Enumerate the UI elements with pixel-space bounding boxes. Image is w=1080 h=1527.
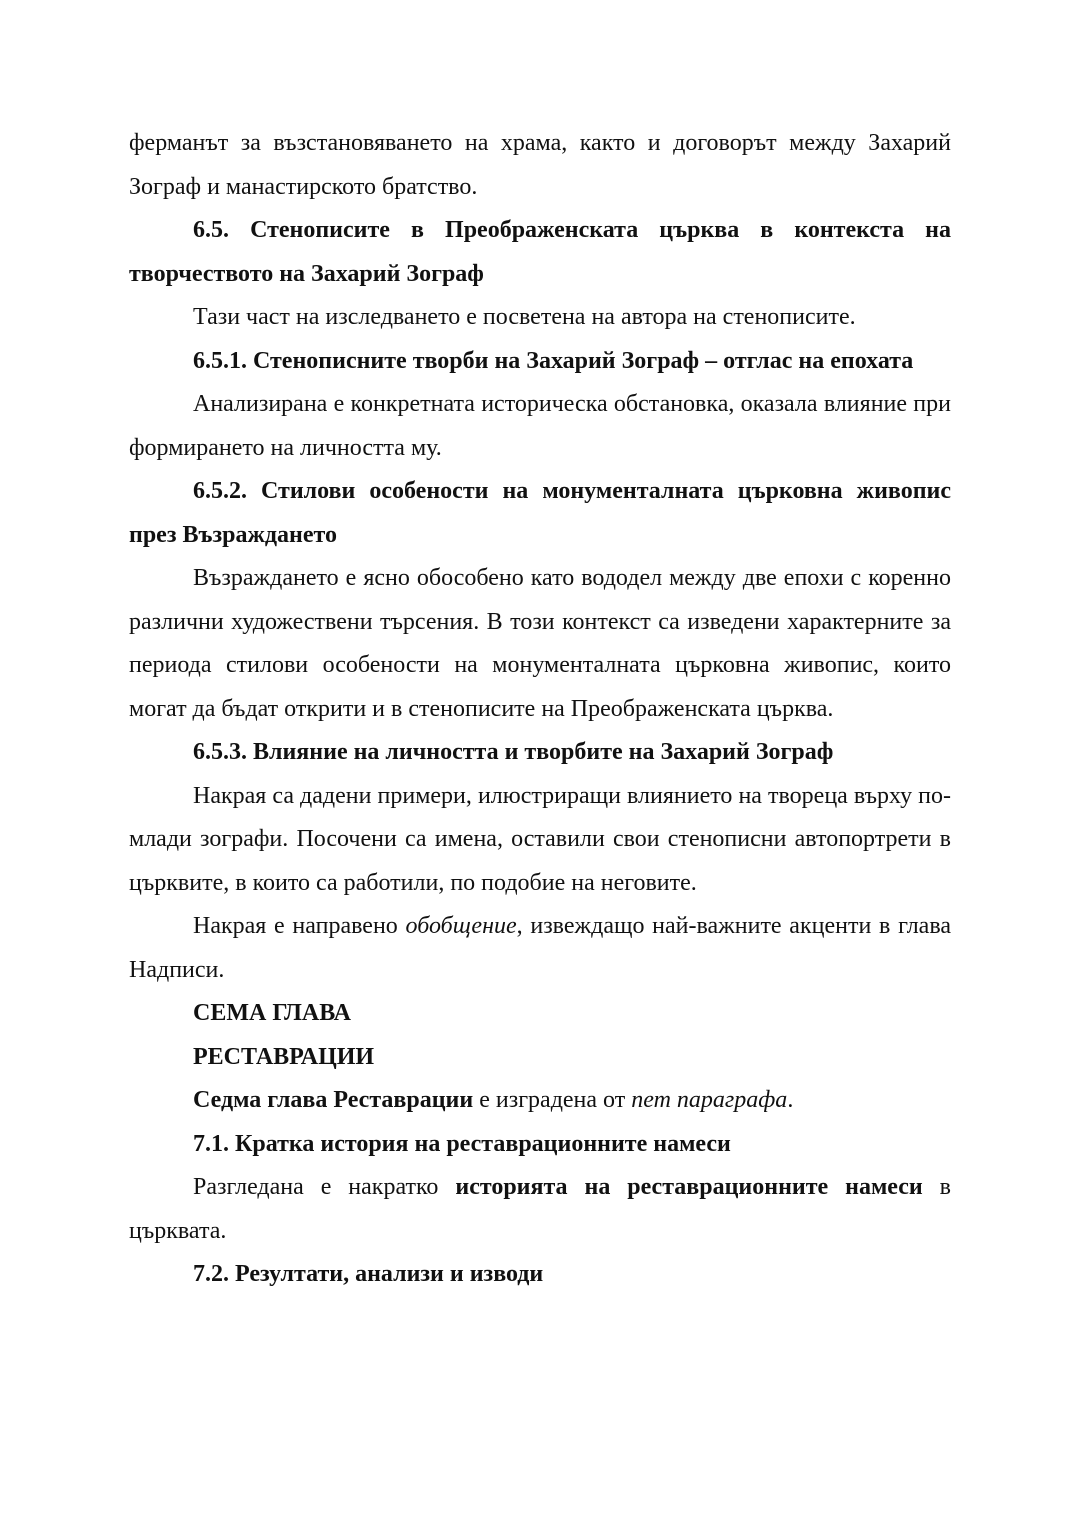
heading-6-5-3: 6.5.3. Влияние на личността и творбите на Захарий Зограф bbox=[193, 739, 834, 765]
summary-text-start: Накрая е направено bbox=[193, 913, 406, 939]
paragraph-6-5: Тази част на изследването е посветена на автора на стенописите. bbox=[193, 304, 856, 330]
p71-bold: историята на реставрационните намеси bbox=[455, 1174, 923, 1200]
paragraph-6-5-3: Накрая са дадени примери, илюстриращи влиянието на твореца върху по-млади зографи. Посочени са имена, оставили свои стенописни автопортрети в църквите, в които са работили, по подобие на неговите. bbox=[129, 782, 951, 896]
chapter-intro-italic: пет параграфа bbox=[631, 1087, 788, 1113]
summary-italic: обобщение bbox=[405, 913, 517, 939]
paragraph-7-1 bbox=[129, 1166, 951, 1253]
p71-text-start: Разгледана е накратко bbox=[193, 1174, 456, 1200]
paragraph-6-5-1: Анализирана е конкретната историческа обстановка, оказала влияние при формирането на личността му. bbox=[129, 391, 951, 461]
heading-6-5-2: 6.5.2. Стилови особености на монументалната църковна живопис през Възраждането bbox=[129, 478, 951, 548]
p71-text-end: в църквата. bbox=[129, 1174, 951, 1244]
heading-7-2: 7.2. Резултати, анализи и изводи bbox=[193, 1261, 544, 1287]
heading-6-5-1: 6.5.1. Стенописните творби на Захарий Зограф – отглас на епохата bbox=[193, 347, 914, 374]
paragraph-intro: ферманът за възстановяването на храма, както и договорът между Захарий Зограф и манастирското братство. bbox=[129, 130, 951, 200]
chapter-intro-bold: Седма глава Реставрации bbox=[193, 1087, 474, 1113]
paragraph-6-5-2: Възраждането е ясно обособено като вододел между две епохи с коренно различни художествени търсения. В този контекст са изведени характерните за периода стилови особености на монументалната църковна живопис, които могат да бъдат открити и в стенописите на Преображенската църква. bbox=[129, 565, 951, 722]
chapter-title-heading: РЕСТАВРАЦИИ bbox=[193, 1043, 375, 1070]
paragraph-chapter-intro bbox=[129, 1079, 951, 1123]
document-body bbox=[129, 122, 951, 1297]
paragraph-summary bbox=[129, 905, 951, 992]
summary-text-end: , извеждащо най-важните акценти в глава Надписи. bbox=[129, 913, 951, 983]
heading-7-1: 7.1. Кратка история на реставрационните намеси bbox=[193, 1130, 731, 1157]
chapter-number-heading: СЕМА ГЛАВА bbox=[193, 1000, 352, 1026]
chapter-intro-end: . bbox=[787, 1087, 794, 1113]
chapter-intro-middle: е изградена от bbox=[473, 1087, 632, 1113]
heading-6-5: 6.5. Стенописите в Преображенската църква в контекста на творчеството на Захарий Зограф bbox=[129, 217, 951, 287]
